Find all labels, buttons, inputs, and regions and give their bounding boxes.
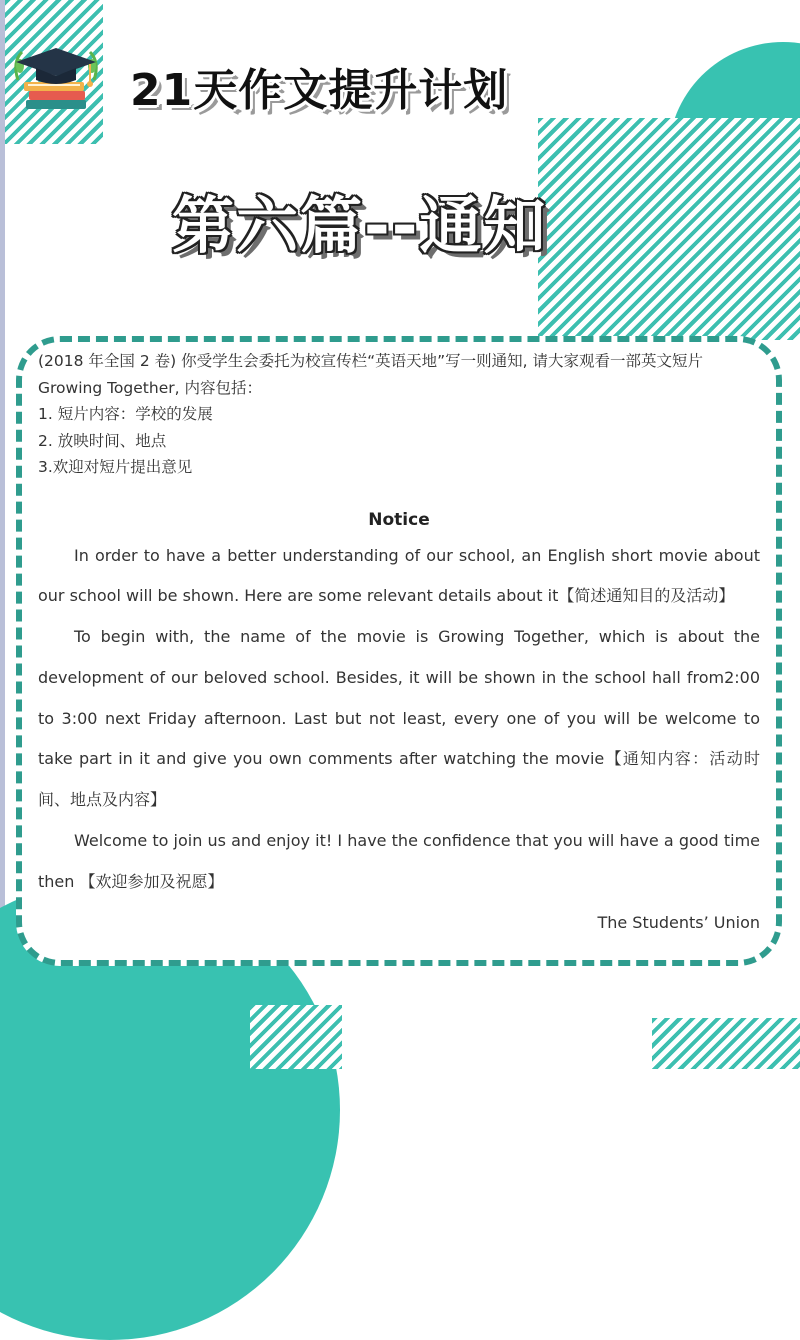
notice-card — [16, 336, 782, 966]
writing-prompt — [38, 348, 760, 481]
graduation-cap-books-icon — [8, 40, 104, 120]
notice-signature: The Students’ Union — [597, 912, 760, 932]
notice-title: Notice — [368, 509, 430, 530]
decor-stripes-bottom-center — [250, 1005, 342, 1069]
page-subtitle: 第六篇--通知 — [172, 189, 548, 262]
page-title: 21天作文提升计划 — [130, 65, 509, 116]
decor-stripes-top-right — [538, 118, 800, 340]
prompt-line: 1. 短片内容：学校的发展 — [38, 405, 213, 423]
notice-paragraph: In order to have a better understanding of our school, an English short movie about our school will be shown. Here are some relevant details about it【简述通知目的及活动】 — [38, 545, 760, 606]
prompt-line: 3.欢迎对短片提出意见 — [38, 458, 193, 476]
prompt-line: 2. 放映时间、地点 — [38, 431, 167, 450]
notice-paragraph: Welcome to join us and enjoy it! I have the confidence that you will have a good time then 【欢迎参加及祝愿】 — [38, 831, 760, 891]
notice-paragraph: To begin with, the name of the movie is Growing Together, which is about the development of our beloved school. Besides, it will be shown in the school hall from2:00 to 3:00 next Friday afternoon. Last but not least, every one of you will be welcome to take part in it and give you own comments after watching the movie【通知内容：活动时间、地点及内容】 — [38, 627, 760, 810]
decor-stripes-bottom-right — [652, 1018, 800, 1069]
notice-card-content — [38, 348, 760, 943]
prompt-line: (2018 年全国 2 卷) 你受学生会委托为校宣传栏“英语天地”写一则通知, 请大家观看一部英文短片 Growing Together, 内容包括： — [38, 352, 704, 397]
